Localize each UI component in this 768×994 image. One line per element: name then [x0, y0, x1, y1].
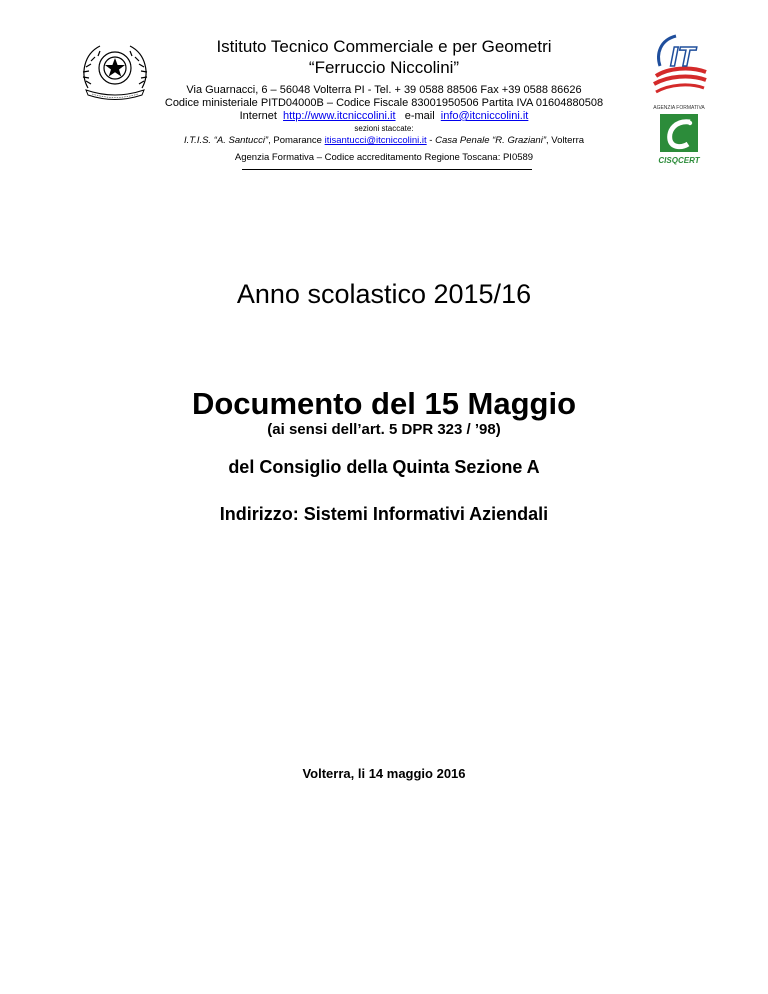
institute-name: Istituto Tecnico Commerciale e per Geometri	[216, 37, 552, 56]
sections-line	[0, 135, 768, 147]
cert-label: CISQCERT	[658, 156, 700, 165]
prison-section-name: Casa Penale “R. Graziani”	[435, 135, 546, 146]
dash-separator: -	[426, 135, 436, 146]
curriculum-heading: Indirizzo: Sistemi Informativi Aziendali	[219, 504, 549, 524]
agency-accreditation-line: Agenzia Formativa – Codice accreditamento Regione Toscana: PI0589	[234, 152, 534, 163]
legal-reference: (ai sensi dell’art. 5 DPR 323 / ’98)	[267, 421, 501, 438]
council-heading: del Consiglio della Quinta Sezione A	[228, 457, 540, 477]
itis-email-link[interactable]: itisantucci@itcniccolini.it	[324, 135, 427, 146]
address-line: Via Guarnacci, 6 – 56048 Volterra PI - Tel. + 39 0588 88506 Fax +39 0588 86626	[186, 84, 582, 96]
email-label: e-mail	[404, 110, 435, 122]
svg-text:IT: IT	[670, 41, 695, 72]
contacts-line	[0, 110, 768, 123]
internet-label: Internet	[239, 110, 277, 122]
codes-line: Codice ministeriale PITD04000B – Codice Fiscale 83001950506 Partita IVA 01604880508	[164, 97, 604, 109]
place-and-date: Volterra, li 14 maggio 2016	[302, 766, 466, 781]
institute-name-quoted: “Ferruccio Niccolini”	[308, 58, 460, 77]
school-year-title: Anno scolastico 2015/16	[236, 279, 532, 309]
agency-label: AGENZIA FORMATIVA	[653, 105, 705, 111]
pomarance-text: , Pomarance	[268, 135, 322, 146]
website-link[interactable]: http://www.itcniccolini.it	[283, 110, 396, 122]
header-divider	[242, 169, 532, 170]
sections-label: sezioni staccate:	[354, 124, 414, 133]
itis-name: I.T.I.S. “A. Santucci”	[183, 135, 269, 146]
email-link[interactable]: info@itcniccolini.it	[440, 110, 529, 122]
document-title: Documento del 15 Maggio	[191, 386, 577, 421]
volterra-text: , Volterra	[546, 135, 585, 146]
